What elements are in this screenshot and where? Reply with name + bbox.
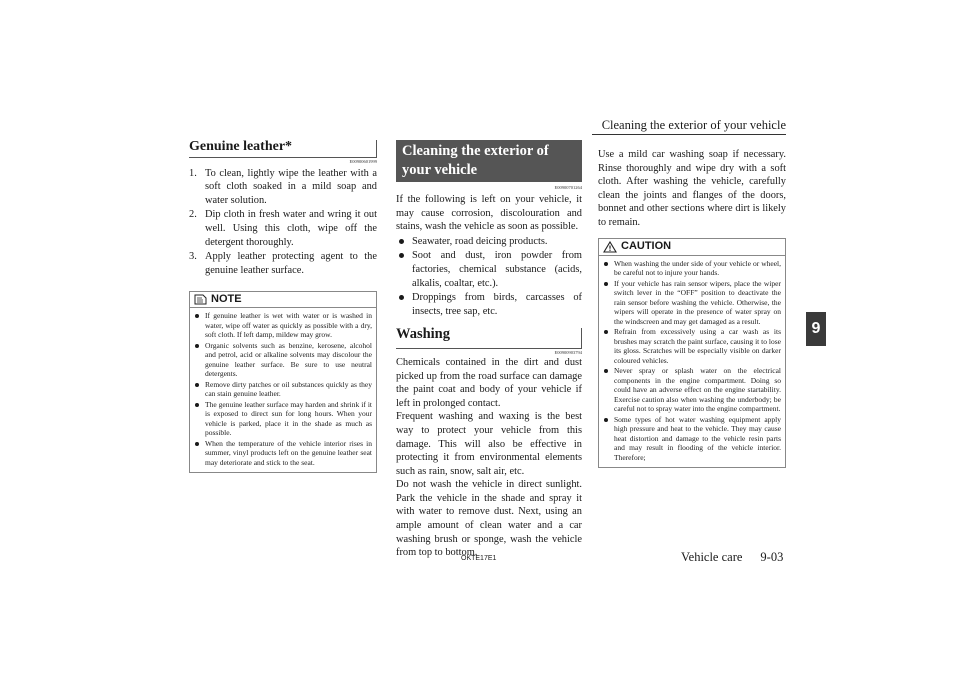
caution-header bbox=[599, 241, 785, 256]
bullet-icon bbox=[604, 330, 608, 334]
list-item bbox=[396, 291, 582, 318]
item-text: Droppings from birds, carcasses of insects, tree sap, etc. bbox=[412, 292, 582, 317]
note-icon bbox=[194, 294, 207, 305]
note-item bbox=[194, 311, 372, 340]
note-text: When the temperature of the vehicle interior rises in summer, vinyl products left on the genuine leather seat may deteriorate and stick to the seat. bbox=[205, 438, 372, 467]
column-3 bbox=[598, 140, 786, 468]
caution-item bbox=[603, 327, 781, 365]
list-item bbox=[189, 167, 377, 208]
item-text: Seawater, road deicing products. bbox=[412, 235, 548, 247]
step-text: To clean, lightly wipe the leather with a soft cloth soaked in a mild soap and water solution. bbox=[205, 167, 377, 206]
bullet-icon bbox=[604, 262, 608, 266]
section-title-washing: Washing bbox=[396, 328, 582, 349]
bullet-icon bbox=[195, 442, 199, 446]
paragraph: Chemicals contained in the dirt and dust picked up from the road surface can damage the paint coat and body of your vehicle if left in prolonged contact. bbox=[396, 356, 582, 409]
step-number: 1. bbox=[189, 167, 197, 179]
section-code: E00900601999 bbox=[349, 158, 377, 164]
note-item bbox=[194, 341, 372, 379]
paragraph: Frequent washing and waxing is the best way to protect your vehicle from this damage. This will also be effective in protecting it from environmental elements such as rain, snow, salt air, etc. bbox=[396, 411, 582, 477]
paragraph: Use a mild car washing soap if necessary. Rinse thoroughly and wipe dry with a soft cloth. After washing the vehicle, carefully clean the joints and flanges of the doors, bonnet and other sections where dirt is likely to remain. bbox=[598, 149, 786, 228]
bullet-icon bbox=[195, 344, 199, 348]
document-code: OKTE17E1 bbox=[461, 555, 497, 562]
column-1 bbox=[189, 140, 377, 473]
note-header bbox=[190, 294, 376, 308]
step-number: 3. bbox=[189, 251, 197, 263]
section-code: E00900903794 bbox=[554, 349, 582, 355]
note-box bbox=[189, 291, 377, 473]
caution-item bbox=[603, 366, 781, 414]
caution-text: When washing the under side of your vehicle or wheel, be careful not to injure your hands. bbox=[614, 258, 781, 278]
warning-triangle-icon bbox=[603, 241, 617, 253]
caution-text: If your vehicle has rain sensor wipers, place the wiper switch lever in the “OFF” position to deactivate the rain sensor before washing the vehicle. Otherwise, the wipers will operate in the presence of water spray on the windscreen and may get damaged as a result. bbox=[614, 278, 781, 326]
section-title-genuine-leather: Genuine leather* bbox=[189, 140, 377, 158]
bullet-icon bbox=[399, 253, 404, 258]
bullet-icon bbox=[604, 282, 608, 286]
note-text: Remove dirty patches or oil substances quickly as they can stain genuine leather. bbox=[205, 379, 372, 399]
bullet-icon bbox=[604, 369, 608, 373]
bullet-icon bbox=[195, 403, 199, 407]
bullet-icon bbox=[604, 418, 608, 422]
step-number: 2. bbox=[189, 209, 197, 221]
page-footer bbox=[681, 550, 783, 565]
caution-text: Some types of hot water washing equipment apply high pressure and heat to the vehicle. They may cause heat distortion and damage to the vehicle resin parts and may result in flooding of the vehicle interior. Therefore; bbox=[614, 414, 781, 462]
list-item bbox=[396, 235, 582, 249]
steps-list bbox=[189, 167, 377, 278]
note-label: NOTE bbox=[211, 293, 242, 306]
running-header: Cleaning the exterior of your vehicle bbox=[601, 118, 786, 132]
note-item bbox=[194, 439, 372, 468]
caution-item bbox=[603, 415, 781, 463]
section-name: Vehicle care bbox=[681, 550, 743, 564]
step-text: Apply leather protecting agent to the genuine leather surface. bbox=[205, 251, 377, 276]
banner-title-line: your vehicle bbox=[402, 162, 478, 178]
column-2 bbox=[396, 140, 582, 560]
step-text: Dip cloth in fresh water and wring it out well. Using this cloth, wipe off the detergent thoroughly. bbox=[205, 209, 377, 248]
list-item bbox=[396, 249, 582, 290]
item-text: Soot and dust, iron powder from factories, chemical substance (acids, alkalis, coaltar, etc.). bbox=[412, 250, 582, 289]
caution-item bbox=[603, 279, 781, 327]
list-item bbox=[189, 208, 377, 249]
caution-text: Never spray or splash water on the electrical components in the engine compartment. Doing so could have an adverse effect on the engine startability. Exercise caution also when washing the underbody; be careful not to spray water into the engine compartment. bbox=[614, 366, 781, 414]
note-item bbox=[194, 400, 372, 438]
bullet-icon bbox=[399, 239, 404, 244]
bullet-icon bbox=[195, 383, 199, 387]
caution-text: Refrain from excessively using a car wash as its brushes may scratch the paint surface, causing it to lose its gloss. Scratches will be especially visible on darker coloured vehicles. bbox=[614, 327, 781, 365]
note-text: Organic solvents such as benzine, kerosene, alcohol and petrol, acid or alkaline solvents may discolour the genuine leather surface. Be sure to use neutral detergents. bbox=[205, 340, 372, 379]
section-code: E00900701264 bbox=[554, 185, 582, 190]
section-banner-exterior bbox=[396, 140, 582, 182]
intro-paragraph: If the following is left on your vehicle, it may cause corrosion, discolouration and stains, wash the vehicle as soon as possible. bbox=[396, 194, 582, 233]
header-rule bbox=[592, 134, 786, 135]
caution-box bbox=[598, 238, 786, 469]
paragraph: Do not wash the vehicle in direct sunlight. Park the vehicle in the shade and spray it with water to remove dust. Next, using an ample amount of clean water and a car washing brush or sponge, wash the vehicle from top to bottom. bbox=[396, 479, 582, 559]
chapter-tab: 9 bbox=[806, 312, 826, 346]
page-number: 9-03 bbox=[760, 550, 784, 564]
caution-item bbox=[603, 259, 781, 278]
bullet-icon bbox=[195, 314, 199, 318]
note-text: The genuine leather surface may harden and shrink if it is exposed to direct sun for long hours. When your vehicle is parked, place it in the shade as much as possible. bbox=[205, 399, 372, 438]
note-text: If genuine leather is wet with water or is washed in water, wipe off water as quickly as possible with a dry, soft cloth. If left damp, mildew may grow. bbox=[205, 311, 372, 340]
banner-title-line: Cleaning the exterior of bbox=[402, 143, 549, 159]
note-item bbox=[194, 380, 372, 399]
list-item bbox=[189, 250, 377, 277]
caution-label: CAUTION bbox=[621, 239, 672, 252]
bullet-icon bbox=[399, 295, 404, 300]
